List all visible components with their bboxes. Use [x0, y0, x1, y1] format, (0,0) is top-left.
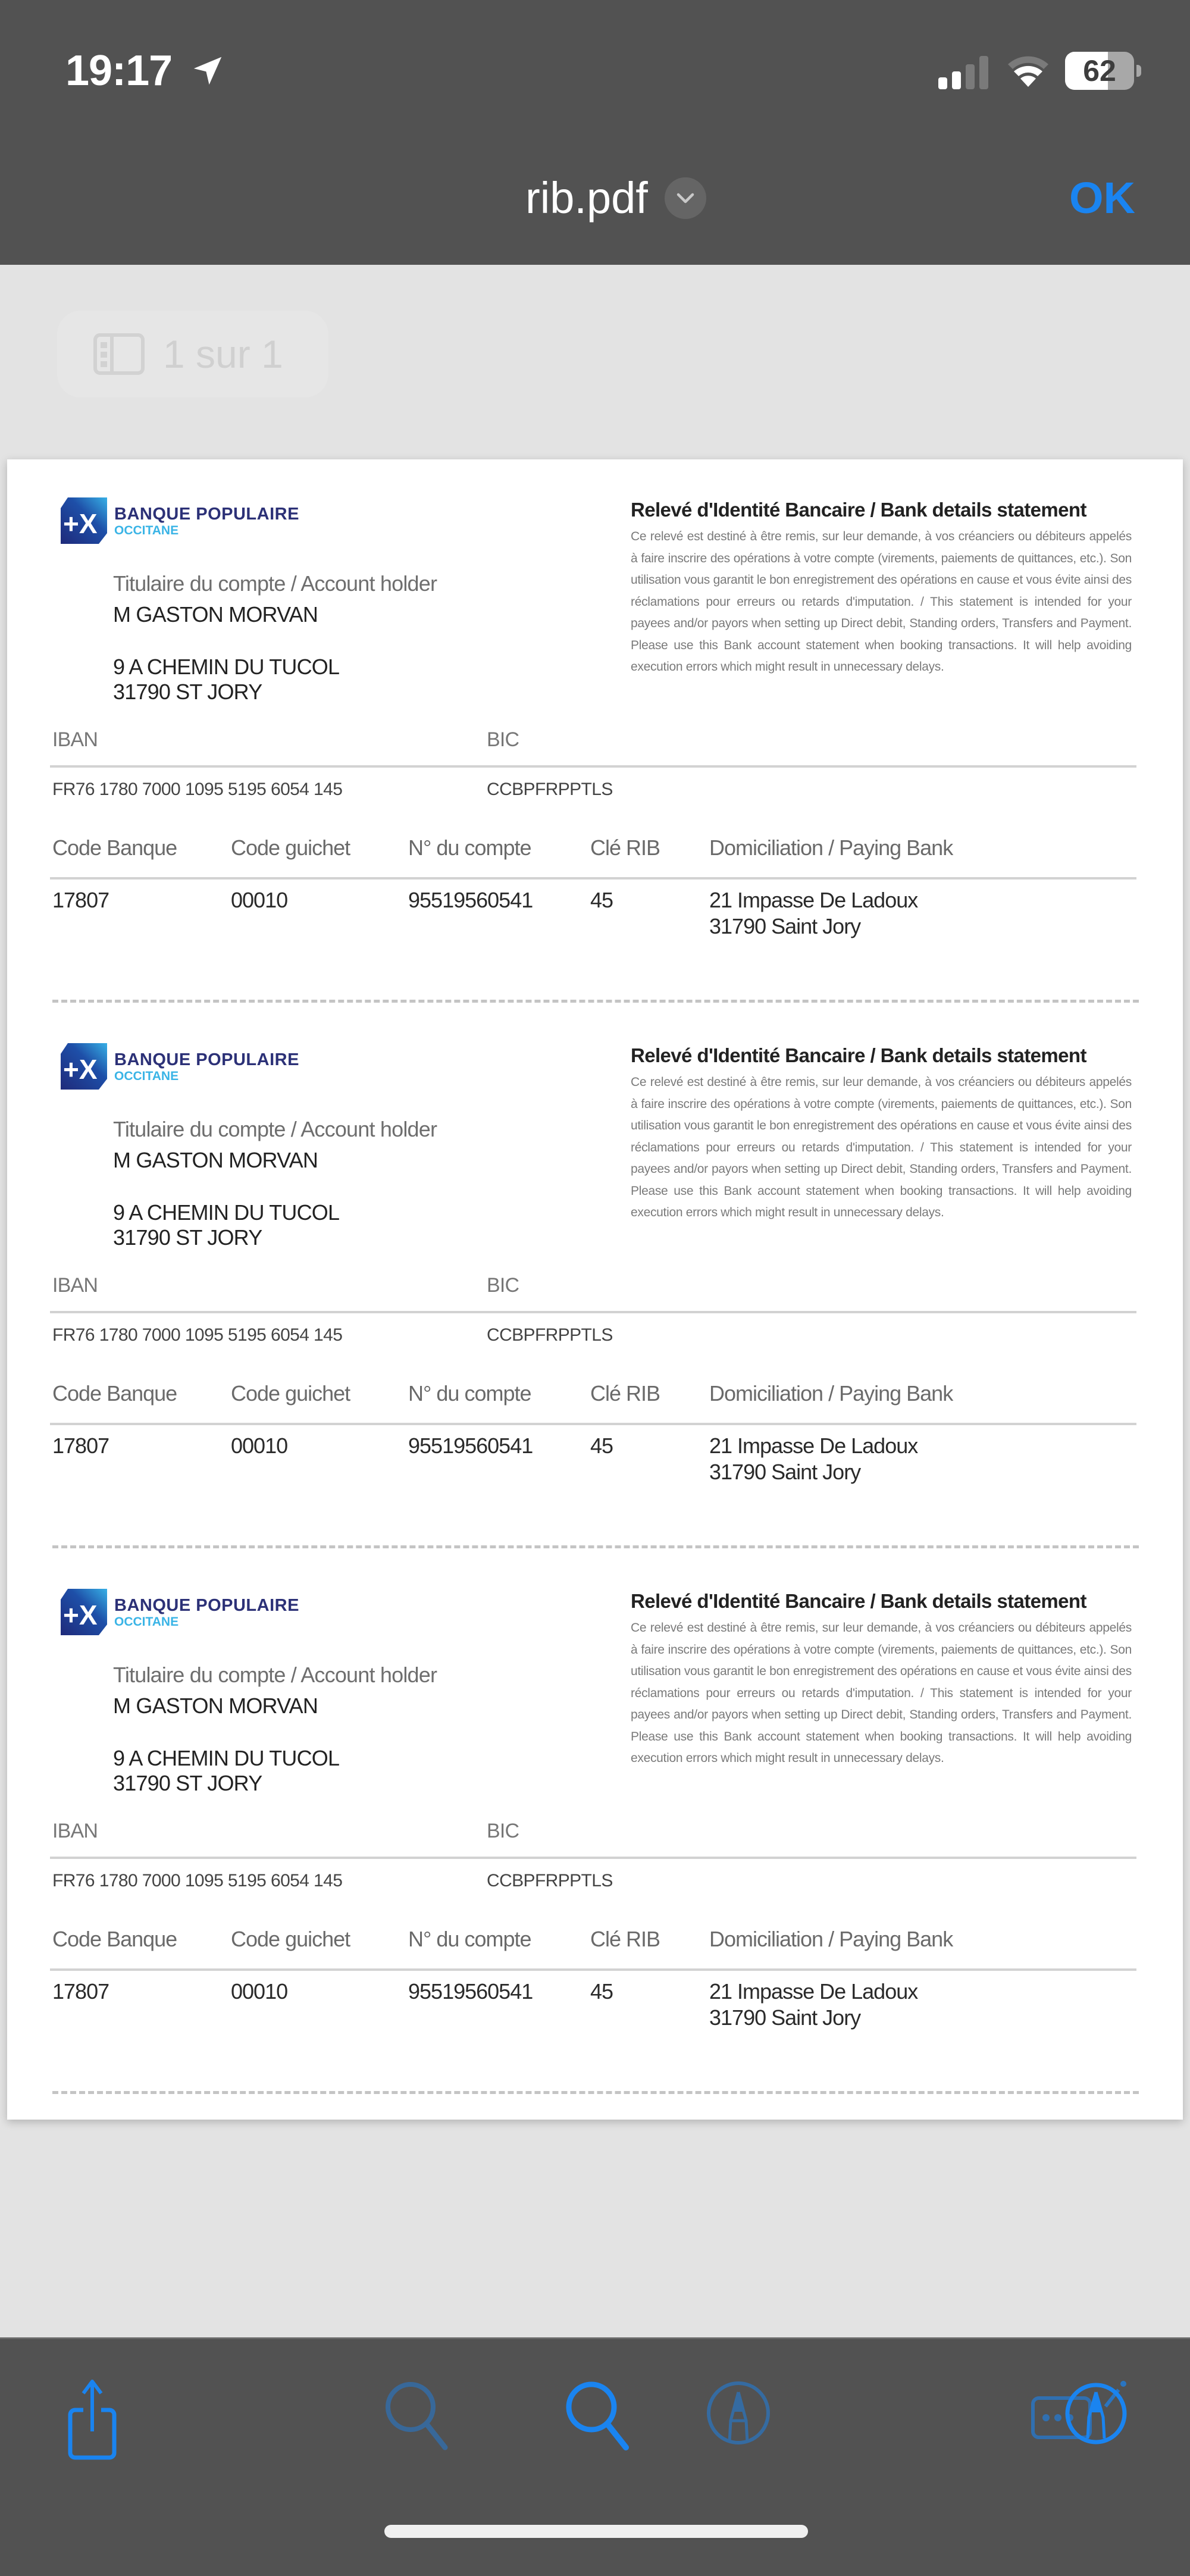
bank-region: OCCITANE	[114, 1069, 179, 1083]
page-indicator-label: 1 sur 1	[163, 332, 283, 376]
rib-block-2	[7, 1005, 1183, 1551]
account-holder-address-line2: 31790 ST JORY	[113, 1771, 262, 1795]
divider	[50, 1968, 1136, 1971]
numero-compte-value: 95519560541	[408, 888, 533, 912]
bank-region: OCCITANE	[114, 524, 179, 537]
bank-logo-mark-icon	[60, 496, 108, 545]
column-header-domiciliation: Domiciliation / Paying Bank	[709, 835, 953, 860]
top-chrome	[0, 0, 1190, 265]
bank-region: OCCITANE	[114, 1615, 179, 1629]
bank-logo	[60, 1042, 309, 1095]
status-time: 19:17	[65, 47, 173, 95]
bank-logo-mark-text: +X	[63, 1054, 98, 1085]
bank-name: BANQUE POPULAIRE	[114, 505, 299, 524]
bottom-toolbar	[0, 2337, 1190, 2576]
done-button[interactable]: OK	[1069, 173, 1135, 223]
iban-value: FR76 1780 7000 1095 5195 6054 145	[52, 780, 343, 799]
column-header-numero-compte: N° du compte	[408, 1381, 531, 1406]
chevron-down-icon[interactable]	[665, 177, 706, 219]
column-header-code-banque: Code Banque	[52, 835, 177, 860]
bank-logo-mark-text: +X	[63, 1600, 98, 1630]
paying-bank-address-line2: 31790 Saint Jory	[709, 914, 861, 938]
battery-indicator	[1065, 52, 1142, 90]
column-header-numero-compte: N° du compte	[408, 1927, 531, 1951]
battery-percent: 62	[1083, 54, 1116, 87]
sidebar-thumbnails-icon	[93, 333, 145, 375]
cle-rib-value: 45	[590, 1433, 613, 1458]
account-holder-address-line2: 31790 ST JORY	[113, 1225, 262, 1250]
numero-compte-value: 95519560541	[408, 1433, 533, 1458]
account-holder-address-line1: 9 A CHEMIN DU TUCOL	[113, 1746, 340, 1770]
account-holder-label: Titulaire du compte / Account holder	[113, 1117, 437, 1141]
account-holder-address-line2: 31790 ST JORY	[113, 680, 262, 704]
home-indicator[interactable]	[384, 2525, 808, 2538]
statement-description: Ce relevé est destiné à être remis, sur leur demande, à vos créanciers ou débiteurs appelés à faire inscrire des opérations à votre compte (virements, paiements de quittances, etc.). Son utilisation vous garantit le bon enregistrement des opérations en cause et vous évite ainsi des réclamations pour erreurs ou retards d'imputation. / This statement is intended for your payees and/or payors when setting up Direct debit, Standing orders, Transfers and Payment. Please use this Bank account statement when booking transactions. It will help avoiding execution errors which might result in unnecessary delays.	[631, 530, 1132, 674]
rib-block-1	[7, 459, 1183, 1005]
divider	[50, 877, 1136, 879]
code-banque-value: 17807	[52, 1433, 109, 1458]
battery-body	[1065, 52, 1134, 90]
column-header-code-guichet: Code guichet	[231, 1381, 350, 1406]
divider	[50, 765, 1136, 768]
bic-value: CCBPFRPPTLS	[487, 780, 613, 799]
code-banque-value: 17807	[52, 1979, 109, 2004]
bic-label: BIC	[487, 728, 519, 751]
account-holder-name: M GASTON MORVAN	[113, 1148, 318, 1172]
account-holder-name: M GASTON MORVAN	[113, 602, 318, 627]
numero-compte-value: 95519560541	[408, 1979, 533, 2004]
column-header-code-banque: Code Banque	[52, 1927, 177, 1951]
column-header-code-banque: Code Banque	[52, 1381, 177, 1406]
battery-nub	[1136, 65, 1141, 77]
cut-line-separator	[52, 1000, 1139, 1003]
code-guichet-value: 00010	[231, 1433, 288, 1458]
pdf-page[interactable]	[7, 459, 1183, 2120]
bank-logo-mark-icon	[60, 1042, 108, 1091]
document-title: rib.pdf	[525, 173, 648, 223]
bic-value: CCBPFRPPTLS	[487, 1871, 613, 1890]
bank-logo-mark-text: +X	[63, 508, 98, 539]
bank-logo	[60, 1588, 309, 1641]
markup-pen-icon	[706, 2379, 771, 2447]
wifi-icon	[1006, 52, 1051, 89]
paying-bank-address-line1: 21 Impasse De Ladoux	[709, 1433, 918, 1458]
account-holder-address-line1: 9 A CHEMIN DU TUCOL	[113, 1200, 340, 1225]
code-banque-value: 17807	[52, 888, 109, 912]
iban-label: IBAN	[52, 1820, 98, 1842]
column-header-numero-compte: N° du compte	[408, 835, 531, 860]
paying-bank-address-line1: 21 Impasse De Ladoux	[709, 888, 918, 912]
account-holder-address-line1: 9 A CHEMIN DU TUCOL	[113, 655, 340, 679]
iban-value: FR76 1780 7000 1095 5195 6054 145	[52, 1871, 343, 1890]
bank-logo-mark-icon	[60, 1588, 108, 1636]
cut-line-separator	[52, 2091, 1139, 2094]
account-holder-name: M GASTON MORVAN	[113, 1694, 318, 1718]
divider	[50, 1423, 1136, 1425]
cle-rib-value: 45	[590, 1979, 613, 2004]
bic-label: BIC	[487, 1274, 519, 1297]
bank-name: BANQUE POPULAIRE	[114, 1596, 299, 1615]
column-header-cle-rib: Clé RIB	[590, 1927, 660, 1951]
bank-name: BANQUE POPULAIRE	[114, 1050, 299, 1069]
search-icon	[381, 2377, 452, 2455]
account-holder-label: Titulaire du compte / Account holder	[113, 571, 437, 596]
iban-label: IBAN	[52, 1274, 98, 1297]
document-title-bar	[0, 173, 1190, 223]
divider	[50, 1857, 1136, 1859]
cle-rib-value: 45	[590, 888, 613, 912]
column-header-domiciliation: Domiciliation / Paying Bank	[709, 1927, 953, 1951]
column-header-domiciliation: Domiciliation / Paying Bank	[709, 1381, 953, 1406]
cellular-signal-icon	[937, 55, 991, 90]
bic-label: BIC	[487, 1820, 519, 1842]
column-header-code-guichet: Code guichet	[231, 1927, 350, 1951]
iban-label: IBAN	[52, 728, 98, 751]
divider	[50, 1311, 1136, 1313]
paying-bank-address-line1: 21 Impasse De Ladoux	[709, 1979, 918, 2004]
column-header-code-guichet: Code guichet	[231, 835, 350, 860]
rib-block-3	[7, 1551, 1183, 2096]
search-icon[interactable]	[562, 2377, 633, 2455]
code-guichet-value: 00010	[231, 888, 288, 912]
statement-description: Ce relevé est destiné à être remis, sur leur demande, à vos créanciers ou débiteurs appelés à faire inscrire des opérations à votre compte (virements, paiements de quittances, etc.). Son utilisation vous garantit le bon enregistrement des opérations en cause et vous évite ainsi des réclamations pour erreurs ou retards d'imputation. / This statement is intended for your payees and/or payors when setting up Direct debit, Standing orders, Transfers and Payment. Please use this Bank account statement when booking transactions. It will help avoiding execution errors which might result in unnecessary delays.	[631, 1075, 1132, 1219]
iban-value: FR76 1780 7000 1095 5195 6054 145	[52, 1325, 343, 1345]
statement-title: Relevé d'Identité Bancaire / Bank details statement	[631, 1590, 1086, 1612]
statement-description: Ce relevé est destiné à être remis, sur leur demande, à vos créanciers ou débiteurs appelés à faire inscrire des opérations à votre compte (virements, paiements de quittances, etc.). Son utilisation vous garantit le bon enregistrement des opérations en cause et vous évite ainsi des réclamations pour erreurs ou retards d'imputation. / This statement is intended for your payees and/or payors when setting up Direct debit, Standing orders, Transfers and Payment. Please use this Bank account statement when booking transactions. It will help avoiding execution errors which might result in unnecessary delays.	[631, 1621, 1132, 1765]
column-header-cle-rib: Clé RIB	[590, 1381, 660, 1406]
paying-bank-address-line2: 31790 Saint Jory	[709, 2005, 861, 2030]
cut-line-separator	[52, 1545, 1139, 1548]
statement-title: Relevé d'Identité Bancaire / Bank details statement	[631, 1044, 1086, 1066]
page-indicator[interactable]	[57, 311, 328, 397]
share-icon[interactable]	[60, 2374, 125, 2464]
account-holder-label: Titulaire du compte / Account holder	[113, 1663, 437, 1687]
column-header-cle-rib: Clé RIB	[590, 835, 660, 860]
bank-logo	[60, 496, 309, 550]
location-arrow-icon	[189, 52, 226, 89]
document-title-menu[interactable]	[484, 173, 706, 223]
paying-bank-address-line2: 31790 Saint Jory	[709, 1460, 861, 1484]
bic-value: CCBPFRPPTLS	[487, 1325, 613, 1345]
autofill-form-icon[interactable]	[1029, 2379, 1136, 2450]
code-guichet-value: 00010	[231, 1979, 288, 2004]
statement-title: Relevé d'Identité Bancaire / Bank details statement	[631, 499, 1086, 521]
